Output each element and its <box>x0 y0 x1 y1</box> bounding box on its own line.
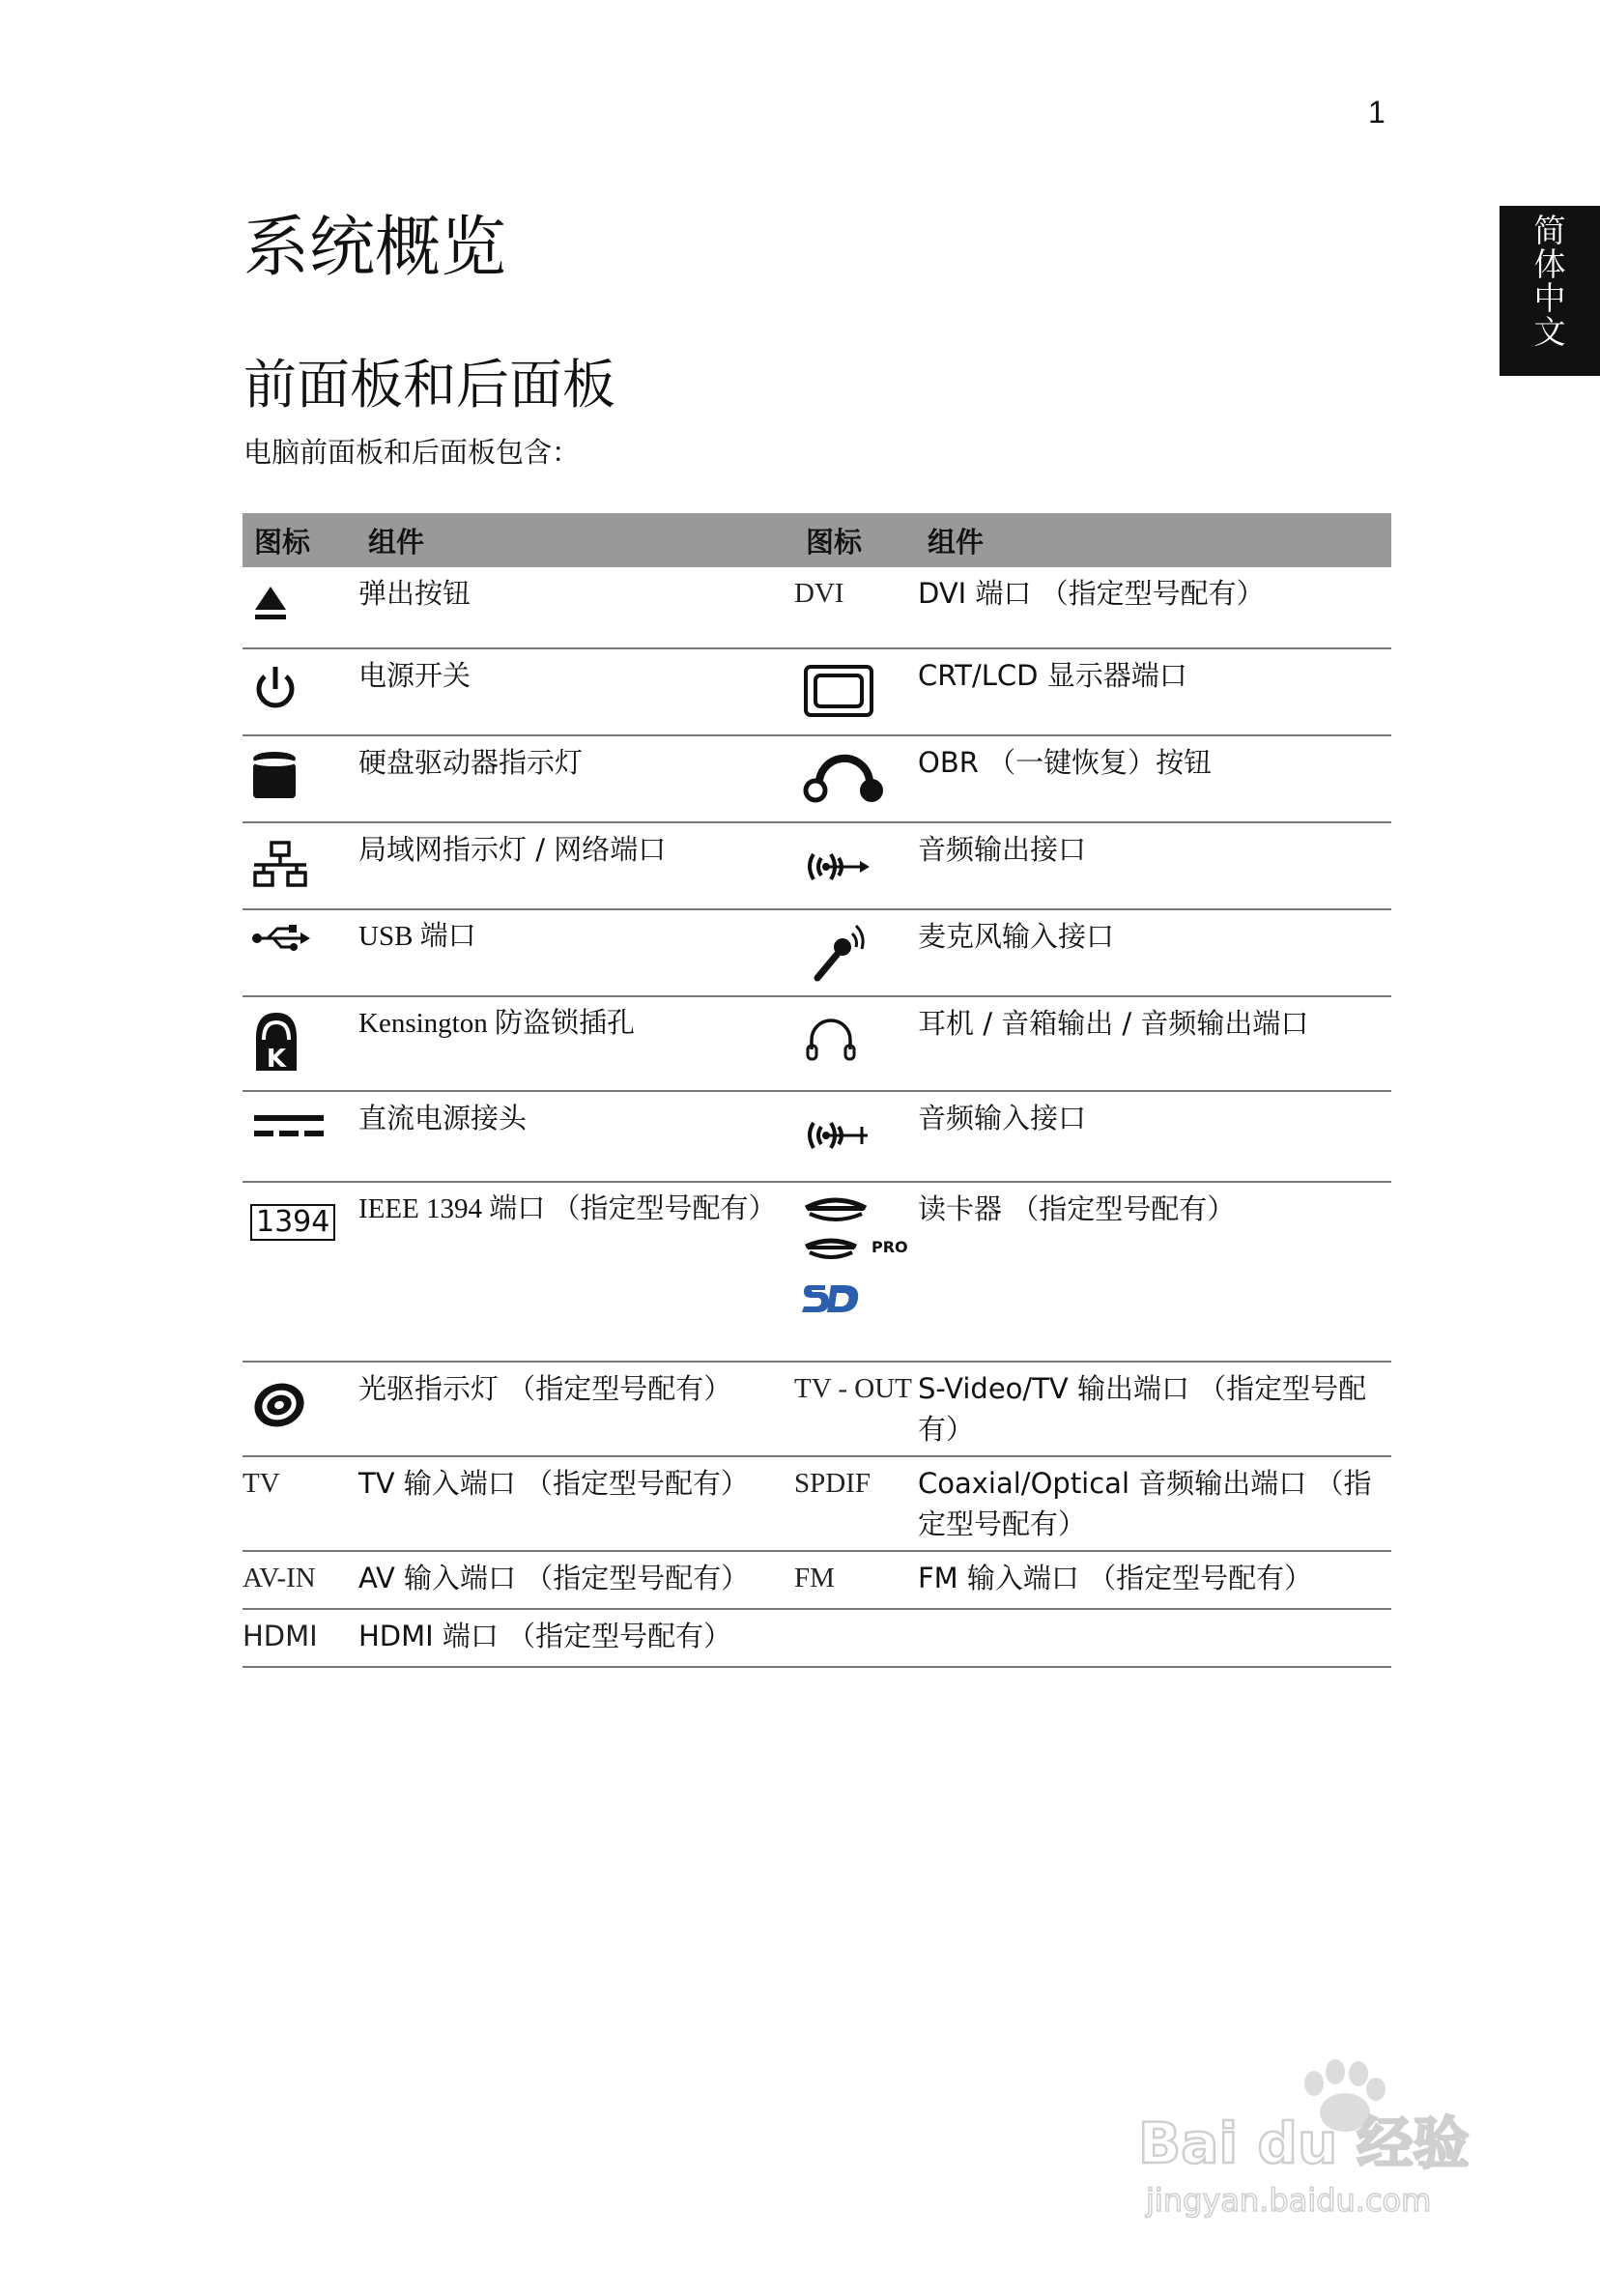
component-label: FM 输入端口 （指定型号配有） <box>916 1551 1391 1609</box>
table-header-row <box>243 513 1391 567</box>
watermark-brand: Bai du 经验 <box>1138 2110 1470 2176</box>
table-row <box>243 1182 1391 1362</box>
language-tab-char: 简 <box>1533 212 1566 249</box>
component-label: DVI 端口 （指定型号配有） <box>916 567 1391 648</box>
kensington-lock-icon <box>250 1003 357 1080</box>
microphone-icon <box>802 916 916 988</box>
component-label: USB 端口 <box>357 909 794 996</box>
component-label: AV 输入端口 （指定型号配有） <box>357 1551 794 1609</box>
language-tab-char: 文 <box>1533 313 1566 351</box>
intro-text: 电脑前面板和后面板包含： <box>243 436 581 469</box>
component-label: 麦克风输入接口 <box>916 909 1391 996</box>
header-component: 组件 <box>357 513 794 567</box>
table-row <box>243 1362 1391 1456</box>
table-row <box>243 1091 1391 1182</box>
pro-label: PRO <box>871 1238 908 1256</box>
component-label: HDMI 端口 （指定型号配有） <box>357 1609 794 1667</box>
table-row <box>243 1456 1391 1551</box>
usb-icon <box>250 916 357 974</box>
table-row <box>243 567 1391 648</box>
icon-abbreviation: HDMI <box>243 1609 357 1667</box>
component-label: 硬盘驱动器指示灯 <box>357 735 794 822</box>
component-label: 弹出按钮 <box>357 567 794 648</box>
icon-abbreviation: TV <box>243 1456 357 1551</box>
page-number: 1 <box>1368 95 1386 129</box>
monitor-port-icon <box>802 655 916 723</box>
component-label: 直流电源接头 <box>357 1091 794 1182</box>
obr-icon <box>802 742 916 810</box>
component-label: S-Video/TV 输出端口 （指定型号配有） <box>916 1362 1391 1456</box>
table-row <box>243 648 1391 735</box>
audio-out-icon <box>802 829 916 897</box>
table-row <box>243 1609 1391 1667</box>
component-label: CRT/LCD 显示器端口 <box>916 648 1391 735</box>
memory-stick-icon <box>802 1189 916 1227</box>
component-label: 读卡器 （指定型号配有） <box>916 1182 1391 1362</box>
language-tab <box>1500 206 1600 376</box>
section-title: 前面板和后面板 <box>243 354 616 416</box>
component-label: 耳机 / 音箱输出 / 音频输出端口 <box>916 996 1391 1091</box>
icon-abbreviation: FM <box>794 1551 916 1609</box>
component-label <box>916 1609 1391 1667</box>
watermark-url: jingyan.baidu.com <box>1146 2182 1432 2219</box>
table-row <box>243 822 1391 909</box>
component-label: Coaxial/Optical 音频输出端口 （指定型号配有） <box>916 1456 1391 1551</box>
header-component: 组件 <box>916 513 1391 567</box>
watermark <box>1130 2049 1517 2242</box>
component-label: Kensington 防盗锁插孔 <box>357 996 794 1091</box>
table-row <box>243 735 1391 822</box>
optical-drive-icon <box>250 1368 357 1436</box>
power-icon <box>250 655 357 723</box>
icon-abbreviation: TV - OUT <box>794 1362 916 1456</box>
component-label: 局域网指示灯 / 网络端口 <box>357 822 794 909</box>
component-label: OBR （一键恢复）按钮 <box>916 735 1391 822</box>
component-table <box>243 513 1391 1668</box>
sd-card-icon <box>802 1277 916 1320</box>
component-label: IEEE 1394 端口 （指定型号配有） <box>357 1182 794 1362</box>
table-row <box>243 996 1391 1091</box>
icon-abbreviation: SPDIF <box>794 1456 916 1551</box>
card-reader-icon <box>802 1189 916 1320</box>
header-icon: 图标 <box>794 513 916 567</box>
network-icon <box>250 829 357 897</box>
hdd-icon <box>250 742 357 810</box>
headphones-icon <box>802 1003 916 1071</box>
audio-in-icon <box>802 1098 916 1165</box>
language-tab-char: 中 <box>1533 279 1566 317</box>
component-label: 音频输出接口 <box>916 822 1391 909</box>
table-row <box>243 1551 1391 1609</box>
dc-power-icon <box>250 1098 357 1156</box>
component-label: TV 输入端口 （指定型号配有） <box>357 1456 794 1551</box>
svg-text:K: K <box>266 1045 287 1074</box>
eject-icon <box>250 573 357 627</box>
component-label: 电源开关 <box>357 648 794 735</box>
ieee1394-icon: 1394 <box>250 1204 335 1241</box>
header-icon: 图标 <box>243 513 357 567</box>
table-row <box>243 909 1391 996</box>
component-label: 音频输入接口 <box>916 1091 1391 1182</box>
language-tab-char: 体 <box>1533 245 1566 283</box>
memory-stick-pro-icon <box>802 1231 860 1264</box>
component-label: 光驱指示灯 （指定型号配有） <box>357 1362 794 1456</box>
icon-abbreviation <box>794 1609 916 1667</box>
icon-abbreviation: DVI <box>794 567 916 648</box>
page-title: 系统概览 <box>243 210 507 286</box>
icon-abbreviation: AV-IN <box>243 1551 357 1609</box>
